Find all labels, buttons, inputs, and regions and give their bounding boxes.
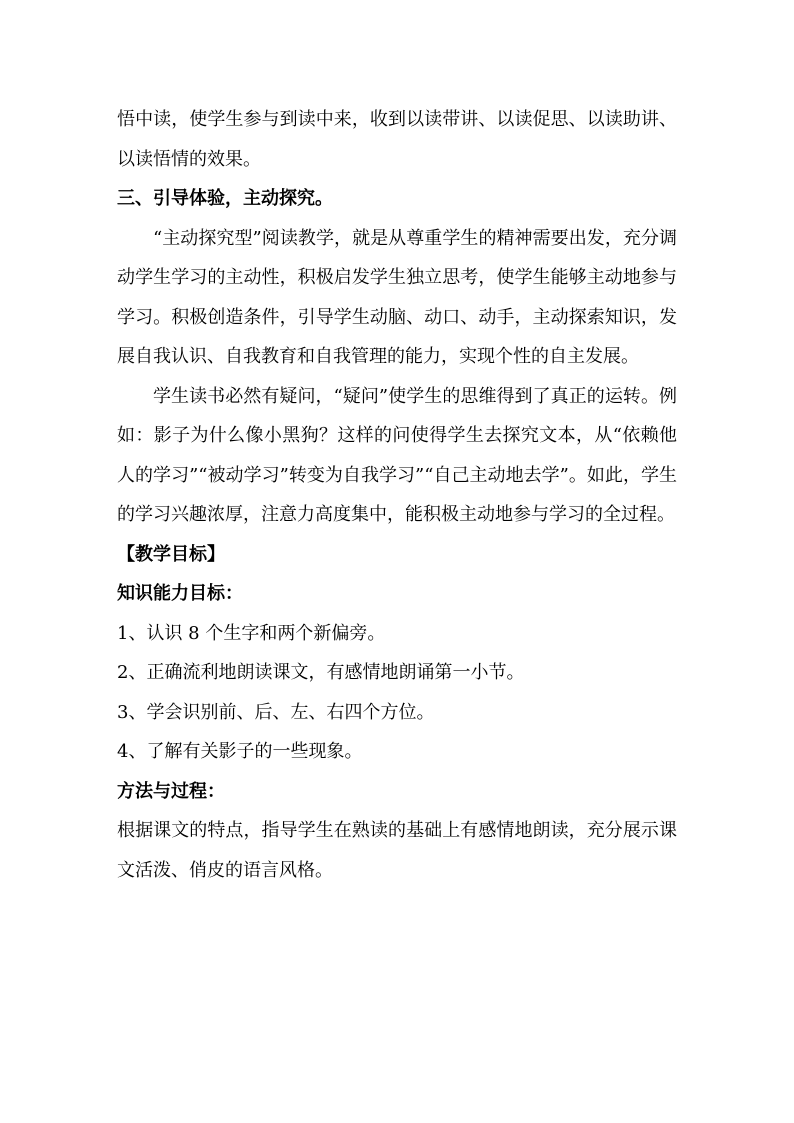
- subheading-method-process: 方法与过程：: [117, 780, 225, 802]
- subheading-knowledge-ability-goals: 知识能力目标：: [117, 583, 243, 604]
- section-heading-inquiry: 三、引导体验，主动探究。: [117, 188, 333, 209]
- paragraph-active-inquiry: “主动探究型”阅读教学，就是从尊重学生的精神需要出发，充分调动学生学习的主动性，积极启发学生独立思考，使学生能够主动地参与学习。积极创造条件，引导学生动脑、动口、动手，主动探索知识，发展自我认识、自我教育和自我管理的能力，实现个性的自主发展。: [117, 227, 677, 367]
- list-item-goal-1: 1、认识 8 个生字和两个新偏旁。: [117, 622, 386, 644]
- paragraph-method-description: 根据课文的特点，指导学生在熟读的基础上有感情地朗读，充分展示课文活泼、俏皮的语言风格。: [117, 820, 677, 881]
- list-item-goal-4: 4、了解有关影子的一些现象。: [117, 741, 363, 762]
- document-body: [117, 100, 677, 890]
- paragraph-questioning: 学生读书必然有疑问，“疑问”使学生的思维得到了真正的运转。例如：影子为什么像小黑狗？这样的问使得学生去探究文本，从“依赖他人的学习”“被动学习”转变为自我学习”“自己主动地去学”。如此，学生的学习兴趣浓厚，注意力高度集中，能积极主动地参与学习的全过程。: [117, 385, 677, 525]
- section-heading-teaching-goals: 【教学目标】: [117, 543, 225, 565]
- list-item-goal-3: 3、学会识别前、后、左、右四个方位。: [117, 701, 435, 723]
- paragraph-reading-effect: 悟中读，使学生参与到读中来，收到以读带讲、以读促思、以读助讲、以读悟情的效果。: [117, 109, 677, 170]
- list-item-goal-2: 2、正确流利地朗读课文，有感情地朗诵第一小节。: [117, 662, 525, 683]
